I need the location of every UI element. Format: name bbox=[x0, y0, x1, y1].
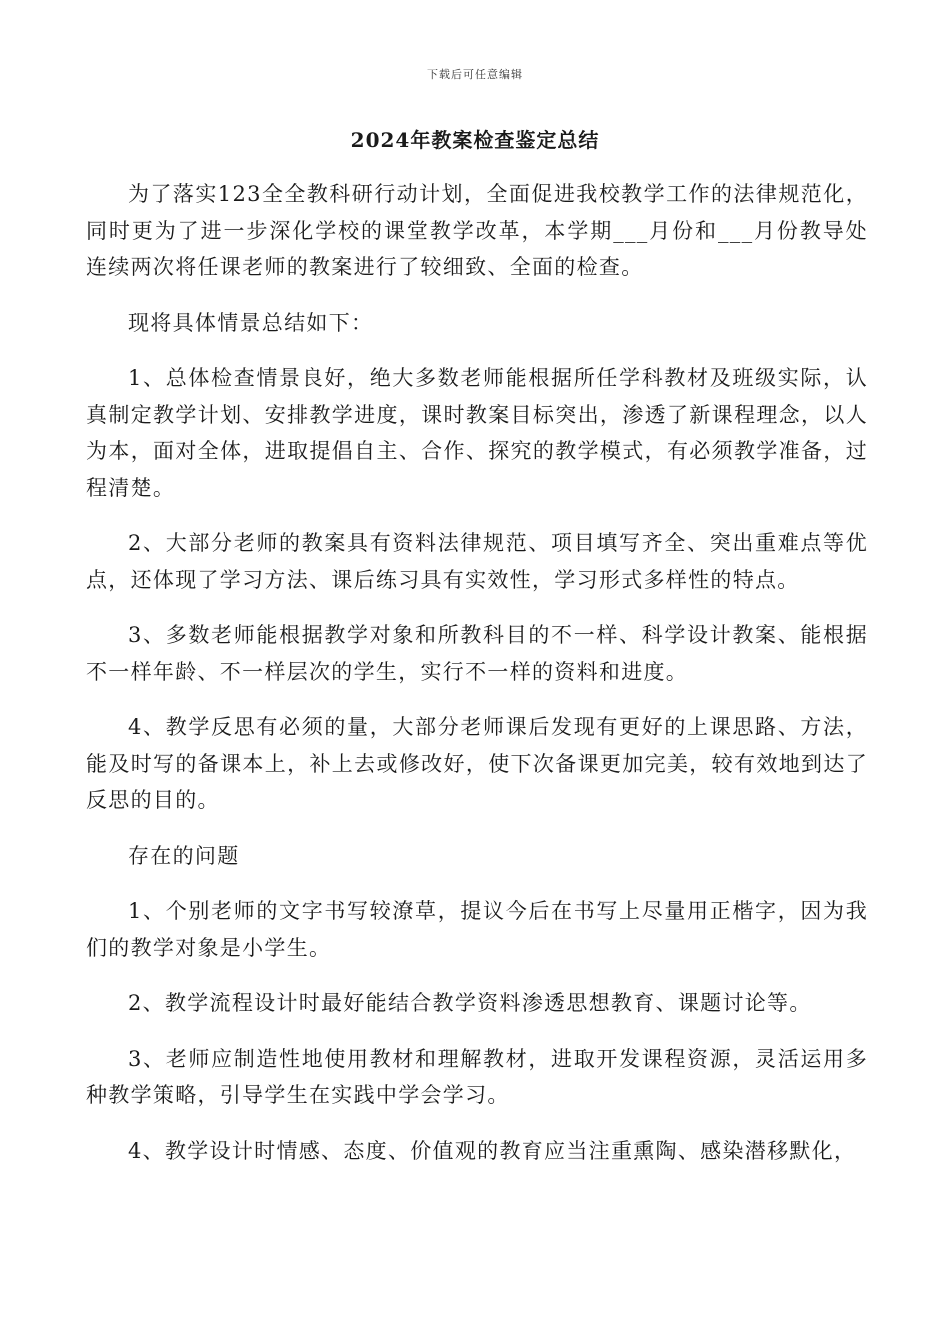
paragraph-problem-3: 3、老师应制造性地使用教材和理解教材，进取开发课程资源，灵活运用多种教学策略，引导学生在实践中学会学习。 bbox=[86, 1046, 868, 1107]
paragraph-problem-4: 4、教学设计时情感、态度、价值观的教育应当注重熏陶、感染潜移默化， bbox=[128, 1138, 857, 1163]
paragraph-intro: 为了落实123全全教科研行动计划，全面促进我校教学工作的法律规范化，同时更为了进一步深化学校的课堂教学改革，本学期___月份和___月份教导处连续两次将任课老师的教案进行了较细致、全面的检查。 bbox=[86, 182, 868, 279]
paragraph-problem-2: 2、教学流程设计时最好能结合教学资料渗透思想教育、课题讨论等。 bbox=[128, 991, 812, 1015]
paragraph-finding-4: 4、教学反思有必须的量，大部分老师课后发现有更好的上课思路、方法，能及时写的备课本上，补上去或修改好，使下次备课更加完美，较有效地到达了反思的目的。 bbox=[86, 715, 868, 812]
paragraph-problem-1: 1、个别老师的文字书写较潦草，提议今后在书写上尽量用正楷字，因为我们的教学对象是小学生。 bbox=[86, 899, 868, 960]
paragraph-finding-3: 3、多数老师能根据教学对象和所教科目的不一样、科学设计教案、能根据不一样年龄、不一样层次的学生，实行不一样的资料和进度。 bbox=[86, 623, 868, 684]
document-body bbox=[86, 176, 868, 1188]
paragraph-finding-1: 1、总体检查情景良好，绝大多数老师能根据所任学科教材及班级实际，认真制定教学计划、安排教学进度，课时教案目标突出，渗透了新课程理念，以人为本，面对全体，进取提倡自主、合作、探究的教学模式，有必须教学准备，过程清楚。 bbox=[86, 366, 868, 500]
section-heading-problems: 存在的问题 bbox=[128, 843, 240, 868]
document-title: 2024年教案检查鉴定总结 bbox=[350, 128, 600, 152]
header-note: 下载后可任意编辑 bbox=[427, 68, 523, 81]
paragraph-summary-lead: 现将具体情景总结如下： bbox=[128, 310, 374, 335]
paragraph-finding-2: 2、大部分老师的教案具有资料法律规范、项目填写齐全、突出重难点等优点，还体现了学习方法、课后练习具有实效性，学习形式多样性的特点。 bbox=[86, 531, 868, 592]
